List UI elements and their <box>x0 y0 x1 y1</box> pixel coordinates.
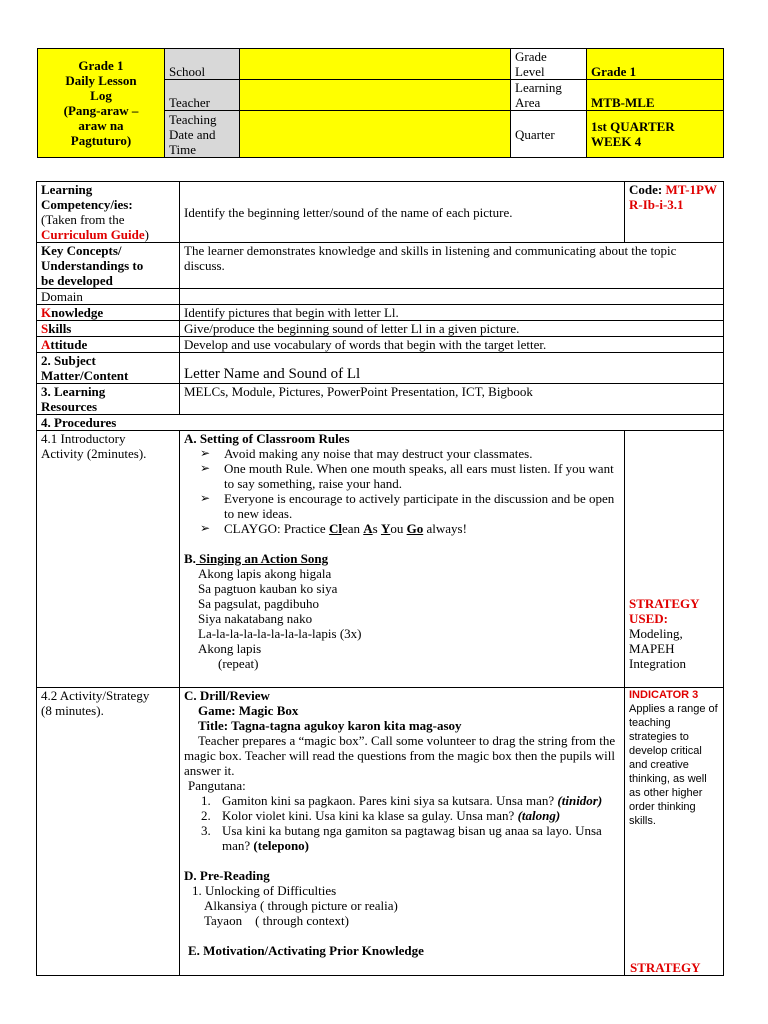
intro-content <box>180 431 625 688</box>
skills-text: Give/produce the beginning sound of letter Ll in a given picture. <box>180 321 724 337</box>
resources-row <box>37 384 724 415</box>
rules-list <box>184 446 620 536</box>
song-heading: B. Singing an Action Song <box>184 551 329 566</box>
skills-row <box>37 321 724 337</box>
intro-row <box>37 431 724 688</box>
knowledge-row <box>37 305 724 321</box>
competency-text: Identify the beginning letter/sound of the name of each picture. <box>180 182 625 243</box>
activity-label: 4.2 Activity/Strategy (8 minutes). <box>37 688 180 976</box>
list-item: 3. Usa kini ka butang nga gamiton sa pagtawag bisan ug anaa sa layo. Unsa man? (telepono) <box>214 823 620 853</box>
learning-area-value: MTB-MLE <box>587 80 724 111</box>
key-concepts-row <box>37 243 724 289</box>
list-item: ➢ One mouth Rule. When one mouth speaks, all ears must listen. If you want to say something, raise your hand. <box>200 461 620 491</box>
grade-level-value: Grade 1 <box>587 49 724 80</box>
subject-row <box>37 353 724 384</box>
date-value <box>240 111 511 158</box>
procedures-label: 4. Procedures <box>37 415 724 431</box>
attitude-label: Attitude <box>37 337 180 353</box>
list-item: ➢ Avoid making any noise that may destruct your classmates. <box>200 446 620 461</box>
quarter-value: 1st QUARTER WEEK 4 <box>587 111 724 158</box>
dll-title: Grade 1 Daily Lesson Log (Pang-araw – araw na Pagtuturo) <box>38 49 165 158</box>
quarter-label: Quarter <box>511 111 587 158</box>
skills-label: Skills <box>37 321 180 337</box>
rules-heading: A. Setting of Classroom Rules <box>184 431 350 446</box>
knowledge-text: Identify pictures that begin with letter Ll. <box>180 305 724 321</box>
key-concepts-text: The learner demonstrates knowledge and skills in listening and communicating about the topic discuss. <box>180 243 724 289</box>
domain-value <box>180 289 724 305</box>
competency-label: Learning Competency/ies: (Taken from the Curriculum Guide) <box>37 182 180 243</box>
questions-list <box>184 793 620 853</box>
teacher-value <box>240 80 511 111</box>
competency-row <box>37 182 724 243</box>
domain-row <box>37 289 724 305</box>
intro-label: 4.1 Introductory Activity (2minutes). <box>37 431 180 688</box>
attitude-text: Develop and use vocabulary of words that begin with the target letter. <box>180 337 724 353</box>
teacher-label: Teacher <box>165 80 240 111</box>
date-label: Teaching Date and Time <box>165 111 240 158</box>
subject-text: Letter Name and Sound of Ll <box>180 353 724 384</box>
key-concepts-label: Key Concepts/ Understandings to be developed <box>37 243 180 289</box>
subject-label: 2. Subject Matter/Content <box>37 353 180 384</box>
school-value <box>240 49 511 80</box>
intro-strategy: STRATEGY USED: Modeling, MAPEH Integration <box>625 431 724 688</box>
list-item: 1. Gamiton kini sa pagkaon. Pares kini siya sa kutsara. Unsa man? (tinidor) <box>214 793 620 808</box>
grade-level-label: Grade Level <box>511 49 587 80</box>
activity-content: C. Drill/Review Game: Magic Box Title: Tagna-tagna agukoy karon kita mag-asoy Teacher prepares a “magic box”. Call some volunteer to drag the string from the magic box. Teacher will read the questions from the magic box then the pupils will answer it. Pangutana: 1. Gamiton kini sa pagkaon. Pares kini siya sa kutsara. Unsa man? (tinidor) 2. Kolor violet kini. Usa kini ka klase sa gulay. Unsa man? (talong) 3. Usa kini ka butang nga gamiton sa pagtawag bisan ug anaa sa layo. Unsa man? (telepono) D. Pre-Reading 1. Unlocking of Difficulties Alkansiya ( through picture or realia) Tayaon ( through context) E. Motivation/Activating Prior Knowledge <box>180 688 625 976</box>
knowledge-label: Knowledge <box>37 305 180 321</box>
resources-label: 3. Learning Resources <box>37 384 180 415</box>
procedures-row <box>37 415 724 431</box>
lesson-table <box>36 181 724 976</box>
list-item: 2. Kolor violet kini. Usa kini ka klase sa gulay. Unsa man? (talong) <box>214 808 620 823</box>
school-label: School <box>165 49 240 80</box>
learning-area-label: Learning Area <box>511 80 587 111</box>
resources-text: MELCs, Module, Pictures, PowerPoint Presentation, ICT, Bigbook <box>180 384 724 415</box>
activity-indicator: INDICATOR 3 Applies a range of teaching strategies to develop critical and creative thinking, as well as other higher order thinking skills. STRATEGY <box>625 688 724 976</box>
list-item: ➢ CLAYGO: Practice Clean As You Go always! <box>200 521 620 536</box>
song-lyrics: Akong lapis akong higala Sa pagtuon kauban ko siya Sa pagsulat, pagdibuho Siya nakatabang nako La-la-la-la-la-la-la-la-lapis (3x) Akong lapis (repeat) <box>198 566 362 671</box>
domain-label: Domain <box>37 289 180 305</box>
competency-code: Code: MT-1PWR-Ib-i-3.1 <box>625 182 724 243</box>
activity-row <box>37 688 724 976</box>
attitude-row <box>37 337 724 353</box>
header-table <box>37 48 724 158</box>
list-item: ➢ Everyone is encourage to actively participate in the discussion and be open to new ideas. <box>200 491 620 521</box>
